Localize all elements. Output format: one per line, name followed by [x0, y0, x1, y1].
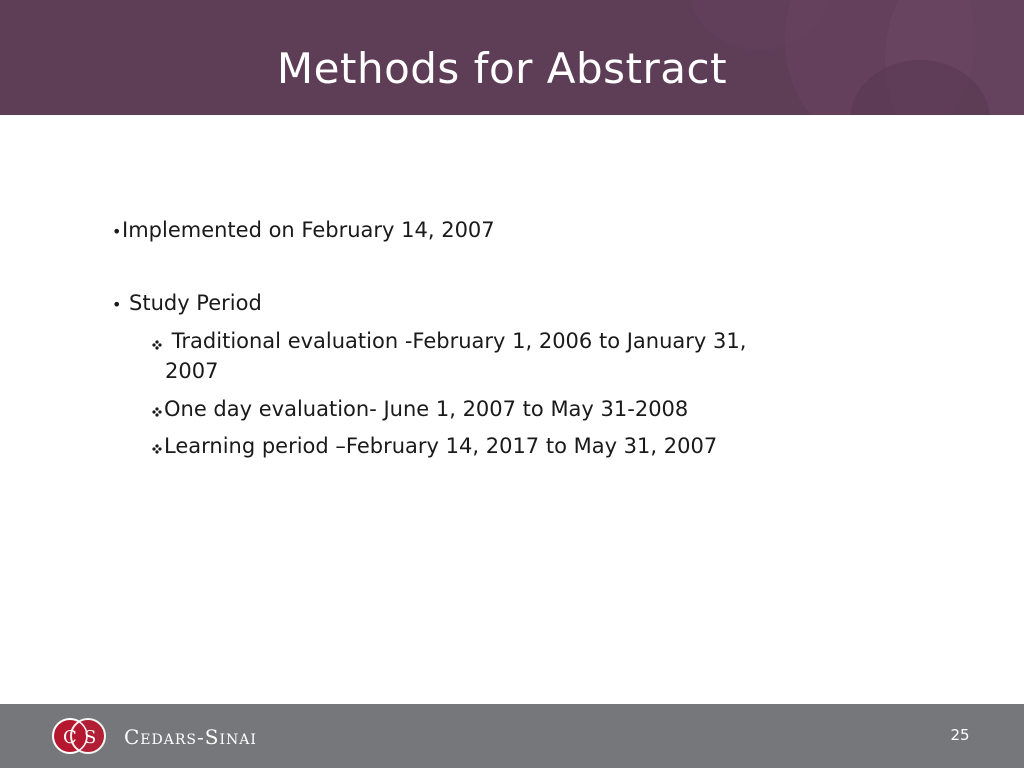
diamond-bullet-icon [152, 340, 162, 350]
logo-wordmark: Cedars-Sinai [124, 725, 257, 749]
footer-band [0, 704, 1024, 768]
bullet-text: Implemented on February 14, 2007 [122, 218, 495, 242]
bullet-text: Study Period [129, 291, 262, 315]
bullet-item-study-period [112, 288, 262, 320]
svg-text:C: C [63, 727, 77, 748]
slide-body [0, 115, 1024, 704]
bullet-dot-icon: • [112, 295, 122, 314]
sub-bullet-learning-period: Learning period –February 14, 2017 to May 31, 2007 [164, 434, 718, 458]
diamond-bullet-icon [152, 444, 162, 454]
bullet-dot-icon: • [112, 222, 122, 241]
cedars-sinai-logo-icon [50, 716, 108, 756]
title-band [0, 0, 1024, 115]
sub-bullet-traditional-line1: Traditional evaluation -February 1, 2006 to January 31, [165, 329, 747, 353]
diamond-bullet-icon [152, 407, 162, 417]
bullet-item-implemented [112, 215, 495, 247]
svg-text:S: S [84, 727, 97, 748]
sub-bullet-one-day: One day evaluation- June 1, 2007 to May 31-2008 [164, 397, 689, 421]
sub-bullet-traditional-line2: 2007 [165, 359, 219, 383]
slide-title: Methods for Abstract [276, 44, 728, 93]
page-number: 25 [950, 726, 970, 744]
